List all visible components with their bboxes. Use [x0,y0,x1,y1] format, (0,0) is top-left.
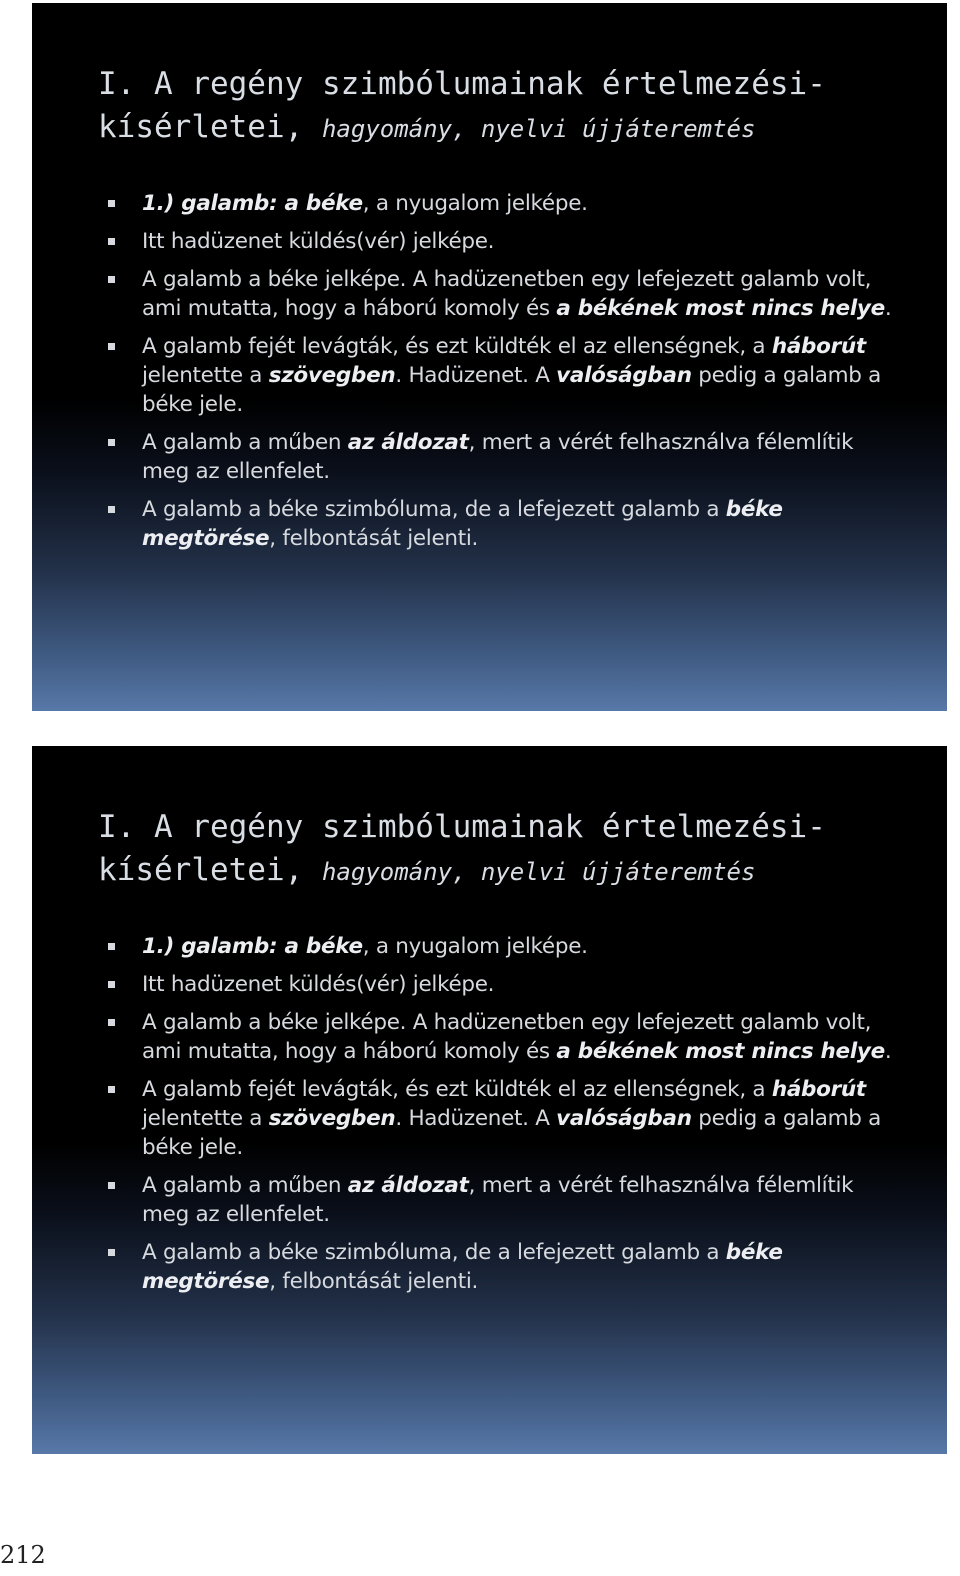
bullet-text: , a nyugalom jelképe. [362,191,588,216]
bullet-item [108,970,898,999]
emphasis-text: szövegben [268,363,396,388]
square-bullet-icon [108,343,115,350]
bullet-text: A galamb a béke jelképe. A hadüzenetben egy lefejezett galamb volt, ami mutatta, hogy a háború komoly és [142,267,872,321]
bullet-text: pedig a galamb a béke jele. [142,1106,882,1160]
square-bullet-icon [108,276,115,283]
bullet-item [108,428,898,486]
bullet-text: . Hadüzenet. A [395,1106,557,1131]
emphasis-text: 1.) galamb: a béke [142,191,363,216]
square-bullet-icon [108,506,115,513]
emphasis-text: az áldozat [347,1173,469,1198]
bullet-text: . [884,1039,892,1064]
bullet-text: . Hadüzenet. A [395,363,557,388]
square-bullet-icon [108,943,115,950]
bullet-text: Itt hadüzenet küldés(vér) jelképe. [142,972,495,997]
emphasis-text: valóságban [556,363,692,388]
bullet-item [108,932,898,961]
square-bullet-icon [108,200,115,207]
square-bullet-icon [108,981,115,988]
square-bullet-icon [108,1019,115,1026]
bullet-text: jelentette a [142,1106,269,1131]
emphasis-text: béke megtörése [142,497,783,551]
emphasis-text: az áldozat [347,430,469,455]
square-bullet-icon [108,238,115,245]
bullet-text: A galamb a béke szimbóluma, de a lefejezett galamb a [142,497,726,522]
emphasis-text: 1.) galamb: a béke [142,934,363,959]
emphasis-text: a békének most nincs helye [556,1039,885,1064]
bullet-item [108,1238,898,1296]
slide-2 [32,746,947,1454]
bullet-text: Itt hadüzenet küldés(vér) jelképe. [142,229,495,254]
bullet-item [108,1075,898,1162]
bullet-item [108,495,898,553]
slide-1 [32,3,947,711]
square-bullet-icon [108,1086,115,1093]
bullet-text: A galamb a béke szimbóluma, de a lefejezett galamb a [142,1240,726,1265]
emphasis-text: háborút [771,334,866,359]
bullet-text: , mert a vérét felhasználva félemlítik meg az ellenfelet. [142,1173,854,1227]
bullet-item [108,265,898,323]
bullet-text: A galamb fejét levágták, és ezt küldték el az ellenségnek, a [142,334,772,359]
slide-title-main: I. A regény szimbólumainak értelmezési-kísérletei, [98,66,826,145]
bullet-text: A galamb a béke jelképe. A hadüzenetben egy lefejezett galamb volt, ami mutatta, hogy a háború komoly és [142,1010,872,1064]
slide-title-main: I. A regény szimbólumainak értelmezési-kísérletei, [98,809,826,888]
square-bullet-icon [108,439,115,446]
bullet-text: jelentette a [142,363,269,388]
bullet-text: A galamb a műben [142,1173,348,1198]
page-number: 212 [0,1541,46,1569]
square-bullet-icon [108,1182,115,1189]
emphasis-text: háborút [771,1077,866,1102]
emphasis-text: valóságban [556,1106,692,1131]
square-bullet-icon [108,1249,115,1256]
bullet-list [108,189,898,562]
emphasis-text: szövegben [268,1106,396,1131]
bullet-text: , a nyugalom jelképe. [362,934,588,959]
bullet-text: pedig a galamb a béke jele. [142,363,882,417]
emphasis-text: béke megtörése [142,1240,783,1294]
bullet-list [108,932,898,1305]
bullet-text: , mert a vérét felhasználva félemlítik meg az ellenfelet. [142,430,854,484]
bullet-text: . [884,296,892,321]
slide-title-subtitle: hagyomány, nyelvi újjáteremtés [321,115,756,143]
bullet-text: A galamb a műben [142,430,348,455]
bullet-text: A galamb fejét levágták, és ezt küldték el az ellenségnek, a [142,1077,772,1102]
slide-title-subtitle: hagyomány, nyelvi újjáteremtés [321,858,756,886]
slide-title [98,806,898,894]
emphasis-text: a békének most nincs helye [556,296,885,321]
bullet-item [108,189,898,218]
bullet-text: , felbontását jelenti. [269,526,479,551]
bullet-item [108,1008,898,1066]
bullet-item [108,227,898,256]
slide-title [98,63,898,151]
bullet-item [108,332,898,419]
bullet-item [108,1171,898,1229]
bullet-text: , felbontását jelenti. [269,1269,479,1294]
